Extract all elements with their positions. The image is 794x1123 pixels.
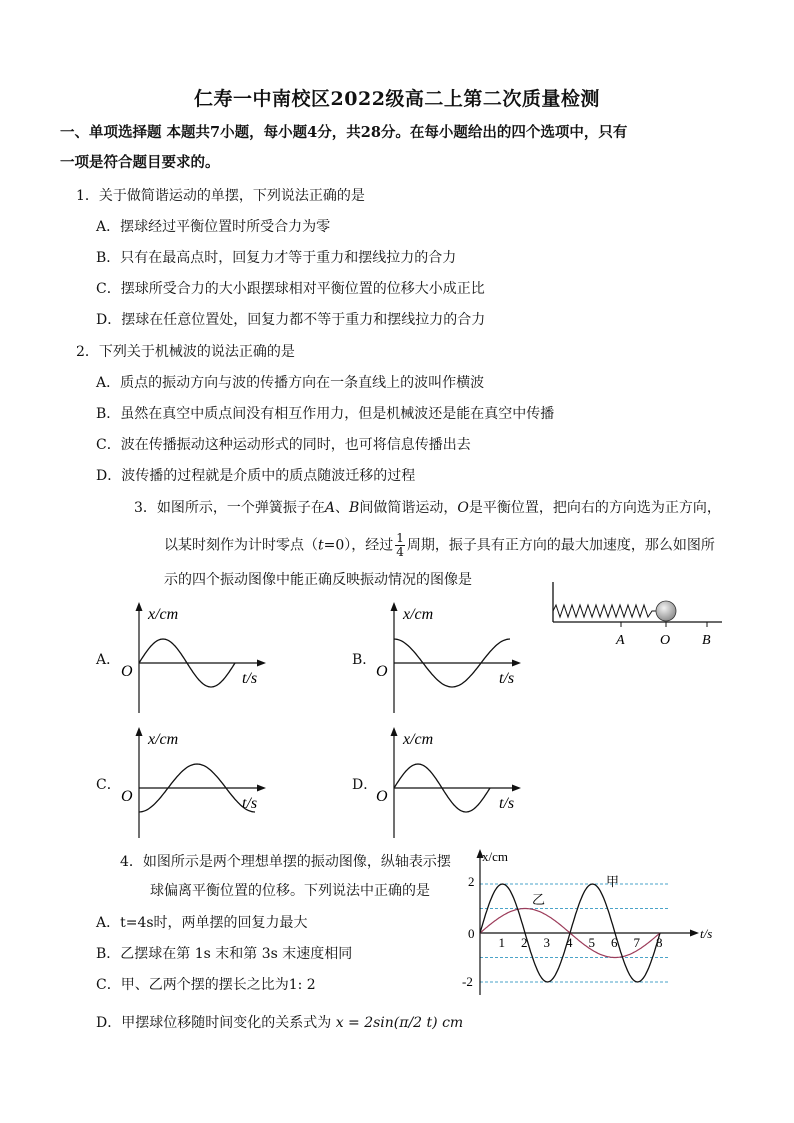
- x-tick: 5: [588, 935, 595, 950]
- y-tick-neg2: -2: [462, 974, 473, 989]
- q3-stem-line2: [164, 532, 715, 559]
- q4-option-d-text: D．甲摆球位移随时间变化的关系式为: [96, 1015, 332, 1031]
- y-arrow-icon: [391, 727, 398, 736]
- fraction-numerator: 1: [396, 531, 404, 545]
- x-tick: 3: [543, 935, 550, 950]
- q3-t-symbol: t: [318, 537, 324, 554]
- q3-point-b: B: [349, 500, 360, 516]
- q3-fraction: [395, 532, 405, 559]
- q3-option-c[interactable]: C．: [96, 777, 121, 793]
- q3-option-b[interactable]: B．: [352, 652, 377, 668]
- x-arrow-icon: [512, 785, 521, 792]
- q4-option-c[interactable]: C．甲、乙两个摆的摆长之比为1: 2: [96, 977, 316, 993]
- q1-option-b[interactable]: B．只有在最高点时，回复力才等于重力和摆线拉力的合力: [96, 250, 457, 266]
- graph-c[interactable]: [115, 725, 280, 840]
- q2-option-a[interactable]: A．质点的振动方向与波的传播方向在一条直线上的波叫作横波: [96, 375, 485, 391]
- y-arrow-icon: [391, 602, 398, 611]
- fraction-denominator: 4: [396, 545, 404, 559]
- y-axis-label: x/cm: [482, 849, 508, 864]
- q3-option-a[interactable]: A．: [96, 652, 121, 668]
- x-tick: 8: [656, 935, 663, 950]
- x-axis-label: t/s: [499, 670, 515, 687]
- spring-coil: [553, 605, 656, 617]
- y-tick-0: 0: [468, 926, 475, 941]
- q2-stem: 2．下列关于机械波的说法正确的是: [76, 344, 295, 360]
- q4-option-b[interactable]: B．乙摆球在第 1s 末和第 3s 末速度相同: [96, 946, 353, 962]
- q4-option-a[interactable]: A．t=4s时，两单摆的回复力最大: [96, 915, 308, 931]
- q4-stem-line2: 球偏离平衡位置的位移。下列说法中正确的是: [150, 883, 430, 899]
- origin-label: O: [121, 788, 133, 805]
- graph-d[interactable]: [370, 725, 535, 840]
- page-title: 仁寿一中南校区2022级高二上第二次质量检测: [194, 88, 600, 110]
- label-b: B: [702, 633, 711, 648]
- ball: [656, 601, 676, 621]
- q1-option-d[interactable]: D．摆球在任意位置处，回复力都不等于重力和摆线拉力的合力: [96, 312, 486, 328]
- q3-text: 以某时刻作为计时零点（: [164, 537, 318, 554]
- q1-option-c[interactable]: C．摆球所受合力的大小跟摆球相对平衡位置的位移大小成正比: [96, 281, 485, 297]
- x-tick: 7: [633, 935, 640, 950]
- q3-text: 3．如图所示，一个弹簧振子在: [134, 500, 325, 516]
- spring-oscillator-figure: [550, 578, 725, 650]
- section-header-line1: 一、单项选择题 本题共7小题，每小题4分，共28分。在每小题给出的四个选项中，只有: [60, 124, 628, 141]
- x-axis-label: t/s: [242, 670, 258, 687]
- y-tick-2: 2: [468, 874, 475, 889]
- q3-text: ），经过: [344, 537, 394, 554]
- q1-stem: 1．关于做简谐运动的单摆，下列说法正确的是: [76, 188, 365, 204]
- graph-b[interactable]: [370, 600, 535, 715]
- q3-stem-line1: [134, 498, 721, 518]
- x-arrow-icon: [512, 660, 521, 667]
- q1-option-a[interactable]: A．摆球经过平衡位置时所受合力为零: [96, 219, 331, 235]
- x-arrow-icon: [690, 930, 699, 937]
- y-axis-label: x/cm: [403, 606, 434, 623]
- section-header-line2: 一项是符合题目要求的。: [60, 154, 220, 171]
- y-axis-label: x/cm: [403, 731, 434, 748]
- q3-option-d[interactable]: D．: [352, 777, 378, 793]
- section-header: [60, 118, 740, 178]
- x-tick: 6: [611, 935, 618, 950]
- y-axis-label: x/cm: [148, 731, 179, 748]
- q3-point-a: A: [324, 500, 336, 516]
- q4-stem-line1: 4．如图所示是两个理想单摆的振动图像，纵轴表示摆: [120, 854, 451, 870]
- x-tick: 4: [566, 935, 573, 950]
- x-arrow-icon: [257, 660, 266, 667]
- x-axis-label: t/s: [242, 795, 258, 812]
- q2-option-c[interactable]: C．波在传播振动这种运动形式的同时，也可将信息传播出去: [96, 437, 471, 453]
- x-axis-label: t/s: [700, 926, 713, 941]
- x-tick: 1: [498, 935, 505, 950]
- x-tick: 2: [521, 935, 528, 950]
- origin-label: O: [121, 663, 133, 680]
- q2-option-d[interactable]: D．波传播的过程就是介质中的质点随波迁移的过程: [96, 468, 416, 484]
- y-axis-label: x/cm: [148, 606, 179, 623]
- x-arrow-icon: [257, 785, 266, 792]
- q3-t-eq: =0: [323, 537, 345, 554]
- y-arrow-icon: [136, 727, 143, 736]
- q3-stem-line3: 示的四个振动图像中能正确反映振动情况的图像是: [164, 572, 472, 588]
- q2-option-b[interactable]: B．虽然在真空中质点间没有相互作用力，但是机械波还是能在真空中传播: [96, 406, 555, 422]
- q4-chart: [460, 845, 722, 1000]
- series-yi-label: 乙: [532, 892, 546, 907]
- q3-text: 间做简谐运动，: [359, 500, 458, 516]
- origin-label: O: [376, 788, 388, 805]
- origin-label: O: [376, 663, 388, 680]
- label-o: O: [660, 633, 671, 648]
- q4-option-d[interactable]: [96, 1013, 463, 1033]
- q3-text: 周期，振子具有正方向的最大加速度，那么如图所: [406, 537, 715, 554]
- q3-sep: 、: [335, 500, 350, 516]
- graph-a[interactable]: [115, 600, 280, 715]
- y-arrow-icon: [136, 602, 143, 611]
- q3-text: 是平衡位置，把向右的方向选为正方向，: [468, 500, 721, 516]
- label-a: A: [616, 633, 625, 648]
- q4-option-d-formula: x = 2sin(π/2 t) cm: [335, 1015, 464, 1031]
- x-axis-label: t/s: [499, 795, 515, 812]
- series-jia-label: 甲: [606, 874, 620, 889]
- q3-point-o: O: [457, 500, 469, 516]
